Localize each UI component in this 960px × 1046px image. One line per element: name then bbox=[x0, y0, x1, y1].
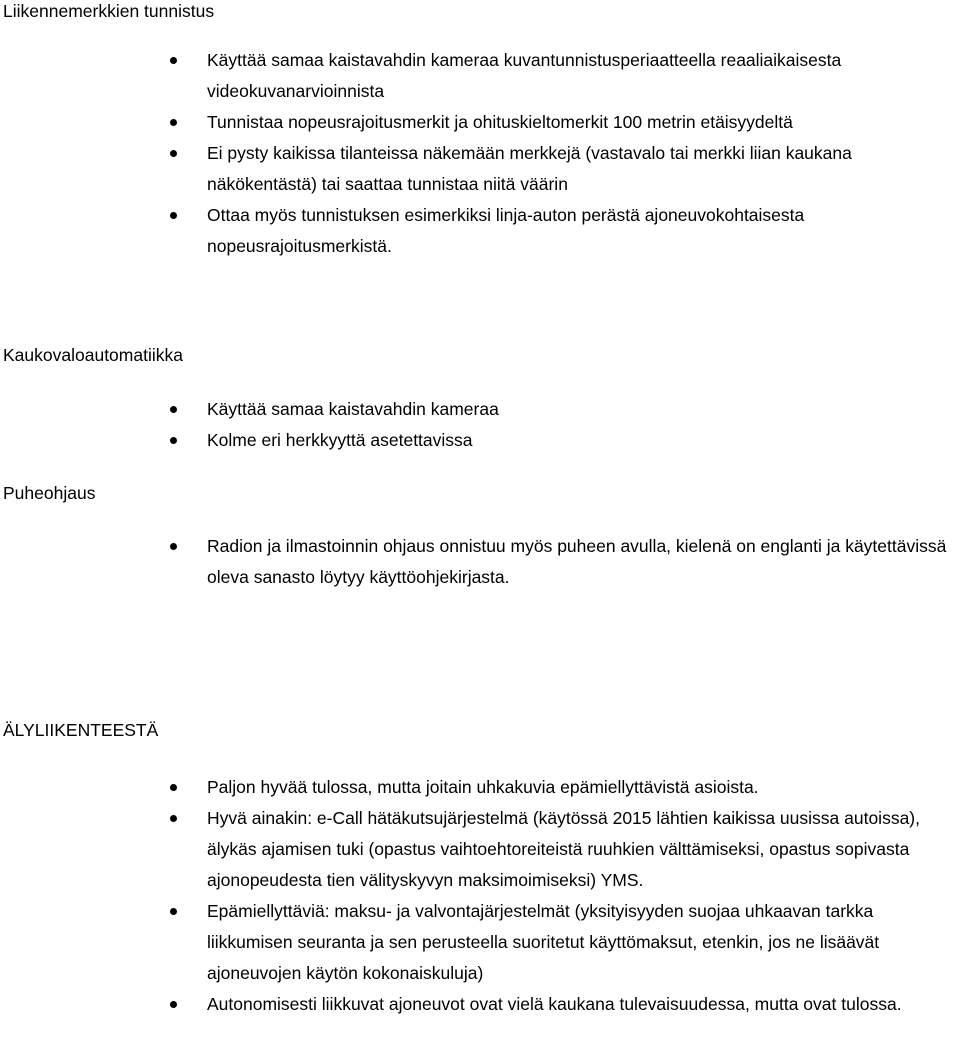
list-item-text: Kolme eri herkkyyttä asetettavissa bbox=[207, 430, 473, 450]
traffic-sign-recognition-list bbox=[0, 45, 960, 262]
list-item bbox=[0, 531, 960, 593]
smart-traffic-list bbox=[0, 772, 960, 1020]
heading-voice-control: Puheohjaus bbox=[3, 483, 96, 503]
list-item-text: Tunnistaa nopeusrajoitusmerkit ja ohituskieltomerkit 100 metrin etäisyydeltä bbox=[207, 112, 793, 132]
heading-traffic-sign-recognition: Liikennemerkkien tunnistus bbox=[3, 1, 215, 21]
bullet-icon bbox=[170, 57, 177, 64]
list-item-text: Käyttää samaa kaistavahdin kameraa kuvantunnistusperiaatteella reaaliaikaisesta videokuvanarvioinnista bbox=[207, 50, 842, 101]
voice-control-list bbox=[0, 531, 960, 593]
list-item bbox=[0, 200, 960, 262]
heading-smart-traffic: ÄLYLIIKENTEESTÄ bbox=[3, 720, 159, 740]
list-item-text: Hyvä ainakin: e-Call hätäkutsujärjestelmä (käytössä 2015 lähtien kaikissa uusissa autoissa), älykäs ajamisen tuki (opastus vaihtoehtoreiteistä ruuhkien välttämiseksi, opastus sopivasta ajonopeudesta tien välityskyvyn maksimoimiseksi) YMS. bbox=[207, 808, 920, 890]
list-item-text: Paljon hyvää tulossa, mutta joitain uhkakuvia epämiellyttävistä asioista. bbox=[207, 777, 759, 797]
bullet-icon bbox=[170, 784, 177, 791]
bullet-icon bbox=[170, 908, 177, 915]
heading-high-beam-automation: Kaukovaloautomatiikka bbox=[3, 345, 183, 365]
list-item bbox=[0, 394, 960, 425]
list-item bbox=[0, 425, 960, 456]
list-item-text: Ei pysty kaikissa tilanteissa näkemään merkkejä (vastavalo tai merkki liian kaukana näkökentästä) tai saattaa tunnistaa niitä väärin bbox=[207, 143, 852, 194]
bullet-icon bbox=[170, 1001, 177, 1008]
bullet-icon bbox=[170, 406, 177, 413]
high-beam-automation-list bbox=[0, 394, 960, 456]
list-item-text: Radion ja ilmastoinnin ohjaus onnistuu myös puheen avulla, kielenä on englanti ja käytettävissä oleva sanasto löytyy käyttöohjekirjasta. bbox=[207, 536, 947, 587]
bullet-icon bbox=[170, 815, 177, 822]
bullet-icon bbox=[170, 119, 177, 126]
list-item bbox=[0, 107, 960, 138]
list-item-text: Epämiellyttäviä: maksu- ja valvontajärjestelmät (yksityisyyden suojaa uhkaavan tarkka liikkumisen seuranta ja sen perusteella suoritetut käyttömaksut, etenkin, jos ne lisäävät ajoneuvojen käytön kokonaiskuluja) bbox=[207, 901, 880, 983]
list-item-text: Autonomisesti liikkuvat ajoneuvot ovat vielä kaukana tulevaisuudessa, mutta ovat tulossa. bbox=[207, 994, 902, 1014]
list-item bbox=[0, 138, 960, 200]
bullet-icon bbox=[170, 212, 177, 219]
list-item-text: Ottaa myös tunnistuksen esimerkiksi linja-auton perästä ajoneuvokohtaisesta nopeusrajoitusmerkistä. bbox=[207, 205, 805, 256]
bullet-icon bbox=[170, 150, 177, 157]
list-item bbox=[0, 803, 960, 896]
list-item bbox=[0, 772, 960, 803]
list-item bbox=[0, 896, 960, 989]
bullet-icon bbox=[170, 543, 177, 550]
list-item bbox=[0, 989, 960, 1020]
list-item-text: Käyttää samaa kaistavahdin kameraa bbox=[207, 399, 499, 419]
bullet-icon bbox=[170, 437, 177, 444]
list-item bbox=[0, 45, 960, 107]
